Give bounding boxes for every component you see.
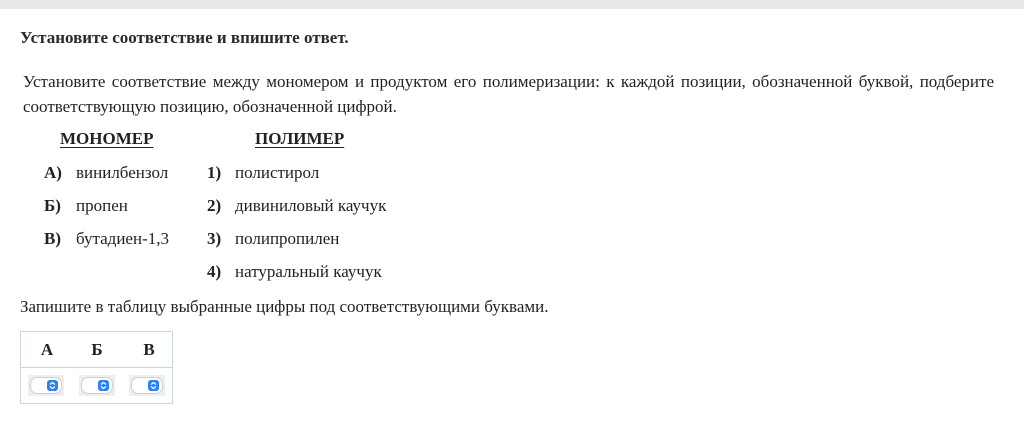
select-arrows-icon — [47, 380, 58, 391]
answer-header-v: В — [143, 340, 155, 359]
polymer-column-header: ПОЛИМЕР — [255, 129, 345, 148]
monomer-item — [44, 229, 169, 249]
polymer-key: 4) — [207, 262, 222, 281]
answer-select-b[interactable] — [79, 375, 115, 396]
polymer-item — [207, 229, 339, 249]
polymer-key: 1) — [207, 163, 222, 182]
select-arrows-icon — [148, 380, 159, 391]
polymer-item — [207, 196, 386, 216]
select-box[interactable] — [31, 378, 61, 393]
monomer-item — [44, 196, 128, 216]
table-divider — [21, 367, 172, 368]
select-box[interactable] — [82, 378, 112, 393]
select-arrows-icon — [98, 380, 109, 391]
task-heading: Установите соответствие и впишите ответ. — [20, 28, 349, 47]
polymer-key: 3) — [207, 229, 222, 248]
polymer-text: дивиниловый каучук — [235, 196, 387, 215]
monomer-key: В) — [44, 229, 61, 248]
select-box[interactable] — [132, 378, 162, 393]
polymer-text: полипропилен — [235, 229, 340, 248]
monomer-text: винилбензол — [76, 163, 169, 182]
answer-table — [20, 331, 173, 404]
monomer-column-header: МОНОМЕР — [60, 129, 154, 148]
polymer-item — [207, 262, 382, 282]
monomer-key: Б) — [44, 196, 61, 215]
answer-header-b: Б — [91, 340, 103, 359]
polymer-text: натуральный каучук — [235, 262, 382, 281]
instruction-text: Запишите в таблицу выбранные цифры под соответствующими буквами. — [20, 297, 549, 316]
answer-header-a: А — [40, 340, 54, 359]
task-text: Установите соответствие между мономером и продуктом его полимеризации: к каждой позиции, обозначенной буквой, подберите соответствующую позицию, обозначенной цифрой. — [23, 72, 994, 116]
monomer-key: А) — [44, 163, 62, 182]
polymer-text: полистирол — [235, 163, 320, 182]
monomer-text: пропен — [76, 196, 128, 215]
polymer-key: 2) — [207, 196, 222, 215]
monomer-text: бутадиен-1,3 — [76, 229, 169, 248]
top-bar — [0, 0, 1024, 9]
answer-select-a[interactable] — [28, 375, 64, 396]
monomer-item — [44, 163, 168, 183]
answer-select-v[interactable] — [129, 375, 165, 396]
polymer-item — [207, 163, 319, 183]
